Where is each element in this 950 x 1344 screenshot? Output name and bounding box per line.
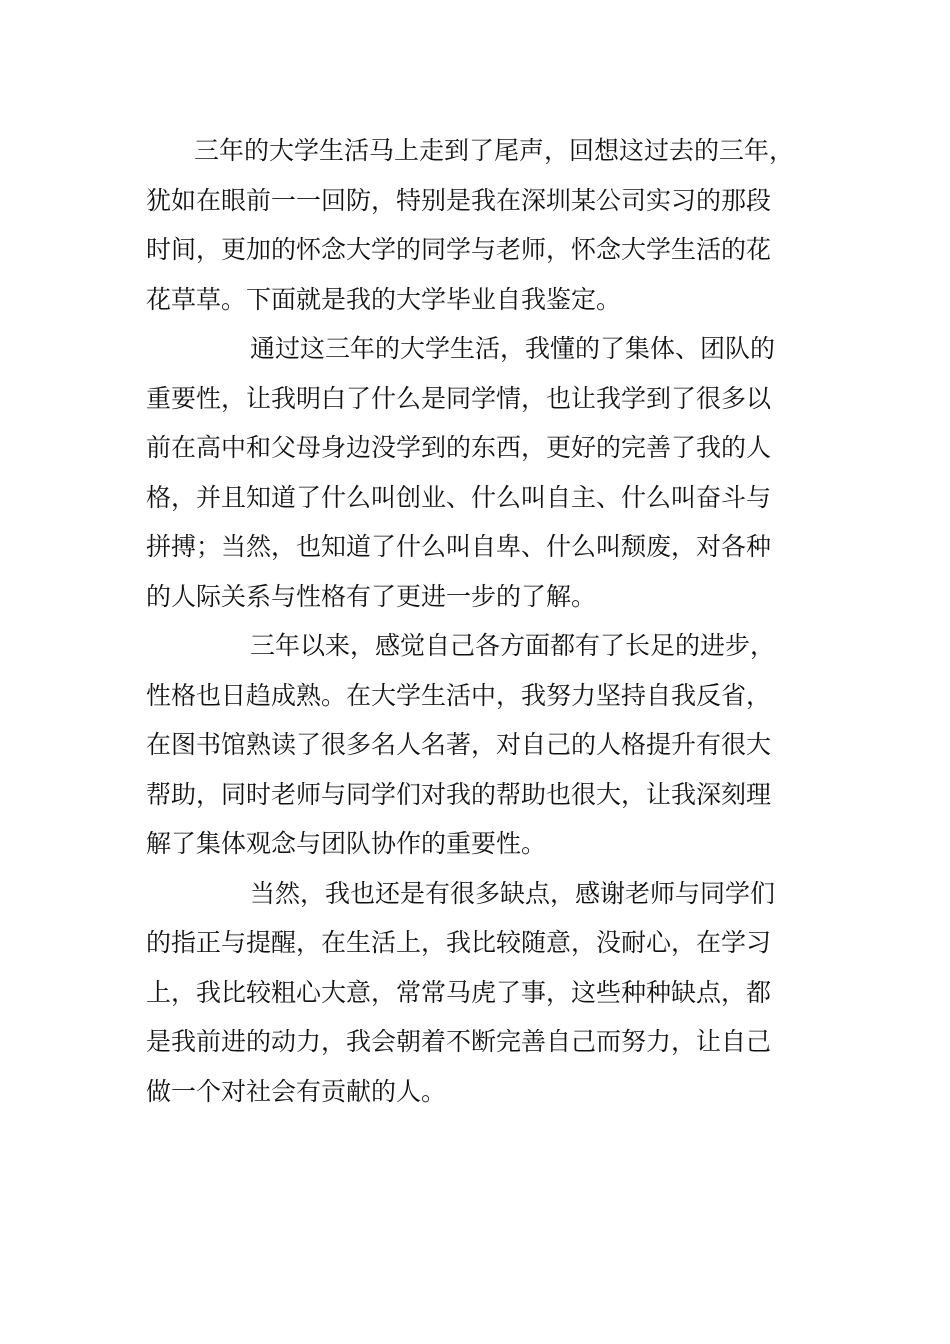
text-line: 前在高中和父母身边没学到的东西，更好的完善了我的人 xyxy=(146,433,772,462)
text-line: 花草草。下面就是我的大学毕业自我鉴定。 xyxy=(146,284,622,314)
text-line: 解了集体观念与团队协作的重要性。 xyxy=(146,829,547,858)
paragraph-2 xyxy=(146,324,836,621)
text-line: 上，我比较粗心大意，常常马虎了事，这些种种缺点，都 xyxy=(146,977,772,1007)
text-line: 当然，我也还是有很多缺点，感谢老师与同学们 xyxy=(250,878,776,908)
text-line: 通过这三年的大学生活，我懂的了集体、团队的 xyxy=(250,334,776,363)
text-line: 是我前进的动力，我会朝着不断完善自己而努力，让自己 xyxy=(146,1027,772,1056)
paragraph-3 xyxy=(146,621,836,869)
paragraph-1 xyxy=(146,126,836,324)
text-line: 帮助，同时老师与同学们对我的帮助也很大，让我深刻理 xyxy=(146,779,772,809)
text-line: 格，并且知道了什么叫创业、什么叫自主、什么叫奋斗与 xyxy=(146,482,772,512)
text-line: 犹如在眼前一一回防，特别是我在深圳某公司实习的那段 xyxy=(146,185,772,215)
text-line: 三年以来，感觉自己各方面都有了长足的进步， xyxy=(250,631,776,660)
text-line: 的指正与提醒，在生活上，我比较随意，没耐心，在学习 xyxy=(146,928,772,957)
text-line: 的人际关系与性格有了更进一步的了解。 xyxy=(146,581,597,611)
document-body xyxy=(146,126,836,1116)
text-line: 拼搏；当然，也知道了什么叫自卑、什么叫颓废，对各种 xyxy=(146,532,772,561)
paragraph-4 xyxy=(146,869,836,1117)
text-line: 时间，更加的怀念大学的同学与老师，怀念大学生活的花 xyxy=(146,235,772,264)
text-line: 三年的大学生活马上走到了尾声，回想这过去的三年， xyxy=(194,136,795,165)
text-line: 在图书馆熟读了很多名人名著，对自己的人格提升有很大 xyxy=(146,730,772,759)
text-line: 重要性，让我明白了什么是同学情，也让我学到了很多以 xyxy=(146,383,772,413)
text-line: 性格也日趋成熟。在大学生活中，我努力坚持自我反省， xyxy=(146,680,772,710)
text-line: 做一个对社会有贡献的人。 xyxy=(146,1076,447,1106)
